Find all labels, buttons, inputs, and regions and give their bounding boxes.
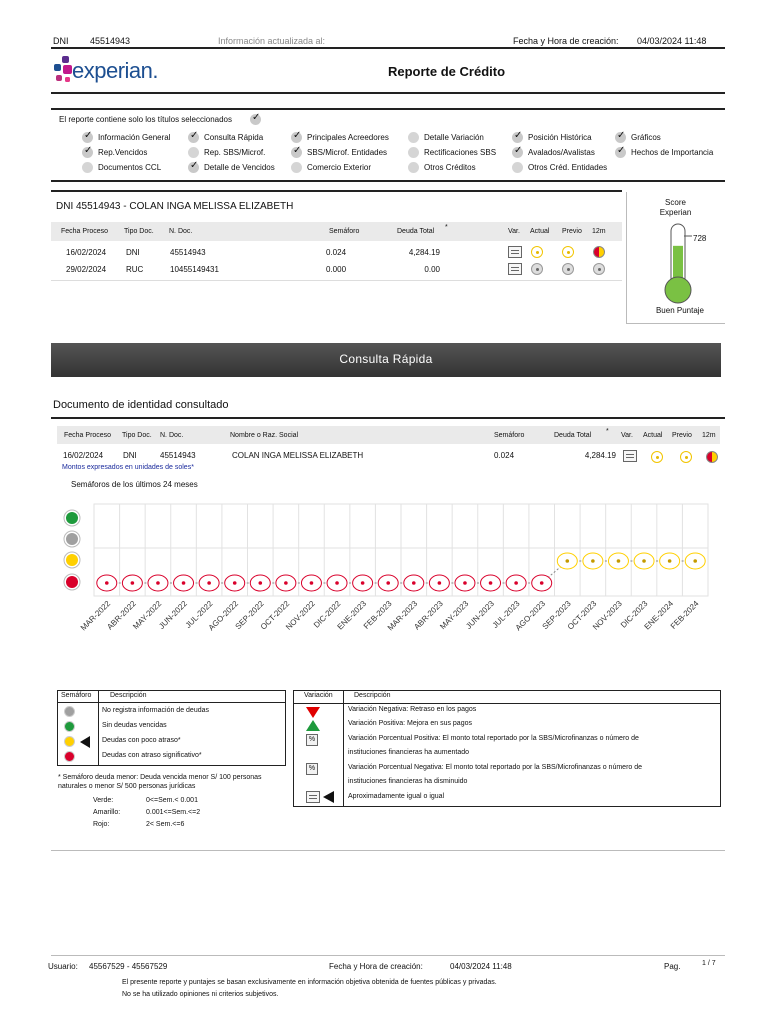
range-value: 2< Sem.<=6 (146, 821, 185, 828)
chart-point-center (335, 581, 339, 585)
chart-point-center (361, 581, 365, 585)
person-col-header: Actual (530, 228, 550, 235)
chart-point-center (284, 581, 288, 585)
green-up-triangle-icon (306, 720, 320, 731)
document-col-header: Tipo Doc. (122, 432, 152, 439)
checkbox-3-2[interactable] (408, 162, 419, 173)
semaforo-legend-dot-icon (64, 721, 75, 732)
variacion-legend-text: Variación Positiva: Mejora en sus pagos (348, 720, 472, 727)
chart-point-center (591, 559, 595, 563)
option-label: Otros Créditos (424, 163, 476, 172)
option-label: Posición Histórica (528, 133, 592, 142)
person-col-header: N. Doc. (169, 228, 193, 235)
document-variation-icon (623, 450, 637, 462)
document-actual-icon (651, 451, 663, 463)
person-table-divider (51, 280, 622, 281)
level-verde-dot (66, 512, 78, 524)
chart-tick-label: NOV-2022 (284, 599, 317, 632)
person-col-header: 12m (592, 228, 606, 235)
document-semaforo: 0.024 (494, 451, 515, 460)
chart-caption: Semáforos de los últimos 24 meses (71, 480, 198, 489)
chart-tick-label: SEP-2022 (233, 599, 266, 632)
semaforo-legend-text: Deudas con atraso significativo* (102, 752, 202, 759)
chart-tick-label: DIC-2023 (618, 599, 650, 630)
document-fecha: 16/02/2024 (63, 451, 104, 460)
semaforo-legend-dot-icon (64, 736, 75, 747)
option-label: Comercio Exterior (307, 163, 372, 172)
chart-point-center (233, 581, 237, 585)
score-label: Score (665, 198, 686, 207)
chart-tick-label: MAR-2023 (385, 599, 420, 633)
info-updated-label: Información actualizada al: (218, 36, 326, 46)
document-col-header: Fecha Proceso (64, 432, 112, 439)
chart-point-center (105, 581, 109, 585)
chart-tick-label: AGO-2022 (206, 599, 241, 633)
semaforo-legend-h2: Descripción (110, 692, 147, 699)
person-col-header: Previo (562, 228, 582, 235)
person-tipo: RUC (126, 265, 144, 274)
chart-tick-label: ABR-2023 (412, 599, 445, 632)
chart-point-center (617, 559, 621, 563)
chart-tick-label: ENE-2023 (335, 599, 369, 632)
checkbox-5-0[interactable] (615, 132, 626, 143)
checkbox-0-1[interactable] (82, 147, 93, 158)
twelve-month-icon (593, 246, 605, 258)
actual-gray-icon (531, 263, 543, 275)
chart-point-center (514, 581, 518, 585)
footer-user-value: 45567529 - 45567529 (89, 962, 168, 971)
checkbox-2-0[interactable] (291, 132, 302, 143)
person-semaforo: 0.024 (326, 248, 347, 257)
person-title: DNI 45514943 - COLAN INGA MELISSA ELIZABETH (56, 201, 294, 212)
range-label: Rojo: (93, 821, 110, 828)
person-col-header: Var. (508, 228, 520, 235)
variacion-legend-text: Variación Porcentual Negativa: El monto total reportado por la SBS/Microfinanzas o número de (348, 764, 643, 771)
person-semaforo: 0.000 (326, 265, 347, 274)
semaforo-footnote: * Semáforo deuda menor: Deuda vencida menor S/ 100 personas naturales o menor S/ 500 personas jurídicas (58, 774, 262, 790)
chart-point-center (412, 581, 416, 585)
chart-tick-label: FEB-2023 (361, 599, 394, 631)
person-deuda: 0.00 (424, 265, 440, 274)
equal-doc-icon (306, 791, 320, 803)
chart-point-center (258, 581, 262, 585)
document-col-header: Nombre o Raz. Social (230, 432, 299, 439)
person-col-header: Tipo Doc. (124, 228, 154, 235)
score-value: 728 (693, 234, 707, 243)
score-caption: Buen Puntaje (655, 306, 705, 315)
footer-page-value: 1 / 7 (702, 960, 716, 967)
option-label: Otros Créd. Entidades (528, 163, 608, 172)
person-col-header: Fecha Proceso (61, 228, 109, 235)
experian-logo: experian. (52, 54, 192, 88)
chart-point-center (540, 581, 544, 585)
actual-yellow-icon (531, 246, 543, 258)
checkbox-4-0[interactable] (512, 132, 523, 143)
report-title: Reporte de Crédito (388, 64, 506, 79)
previo-gray-icon (562, 263, 574, 275)
consulta-rapida-banner: Consulta Rápida (51, 343, 721, 377)
black-arrow-left-icon (323, 791, 334, 803)
document-col-header: Var. (621, 432, 633, 439)
dni-label: DNI (53, 36, 69, 46)
chart-point-center (565, 559, 569, 563)
document-title: Documento de identidad consultado (53, 399, 229, 411)
percent-up-icon: % (306, 734, 318, 746)
document-deuda: 4,284.19 (584, 451, 616, 460)
footer-created-value: 04/03/2024 11:48 (450, 962, 512, 971)
option-label: Rectificaciones SBS (424, 148, 497, 157)
variacion-legend-text: Variación Porcentual Positiva: El monto total reportado por la SBS/Microfinanzas o número de (348, 735, 639, 742)
option-label: SBS/Microf. Entidades (307, 148, 388, 157)
document-12m-icon (706, 451, 718, 463)
dni-value: 45514943 (90, 36, 131, 46)
checkbox-0-2[interactable] (82, 162, 93, 173)
checkbox-1-2[interactable] (188, 162, 199, 173)
option-label: Hechos de Importancia (631, 148, 714, 157)
variacion-legend-text: instituciones financieras ha aumentado (348, 749, 470, 756)
red-down-triangle-icon (306, 707, 320, 718)
option-label: Gráficos (631, 133, 661, 142)
chart-tick-label: FEB-2024 (668, 599, 701, 631)
created-label: Fecha y Hora de creación: (513, 36, 619, 46)
chart-point-center (463, 581, 467, 585)
percent-down-icon: % (306, 763, 318, 775)
range-label: Verde: (93, 797, 114, 804)
chart-tick-label: MAY-2022 (131, 599, 164, 632)
chart-point-center (182, 581, 186, 585)
chart-tick-label: AGO-2023 (513, 599, 548, 633)
chart-tick-label: JUN-2022 (157, 599, 189, 631)
person-tipo: DNI (126, 248, 140, 257)
option-label: Principales Acreedores (307, 133, 389, 142)
person-col-header: Deuda Total (397, 228, 435, 235)
semaforo-legend-h1: Semáforo (61, 692, 92, 699)
document-doc: 45514943 (160, 451, 196, 460)
option-label: Avalados/Avalistas (528, 148, 595, 157)
level-rojo-dot (66, 576, 78, 588)
semaforo-legend-dot-icon (64, 706, 75, 717)
person-fecha: 16/02/2024 (66, 248, 107, 257)
chart-tick-label: DIC-2022 (311, 599, 343, 630)
document-nombre: COLAN INGA MELISSA ELIZABETH (232, 451, 364, 460)
chart-point-center (693, 559, 697, 563)
checkbox-2-1[interactable] (291, 147, 302, 158)
score-label-experian: Experian (659, 208, 692, 217)
checkbox-4-2[interactable] (512, 162, 523, 173)
variacion-legend-h2: Descripción (354, 692, 391, 699)
footer-created-label: Fecha y Hora de creación: (329, 962, 423, 971)
range-value: 0<=Sem.< 0.001 (146, 797, 198, 804)
created-value: 04/03/2024 11:48 (637, 36, 707, 46)
previo-yellow-icon (562, 246, 574, 258)
chart-tick-label: MAY-2023 (438, 599, 471, 632)
chart-point-center (207, 581, 211, 585)
disclaimer-line-1: El presente reporte y puntajes se basan exclusivamente en información objetiva obtenida de fuentes públicas y privadas. (122, 979, 497, 986)
option-label: Consulta Rápida (204, 133, 264, 142)
chart-tick-label: JUL-2022 (183, 599, 215, 630)
checkbox-5-1[interactable] (615, 147, 626, 158)
chart-point-center (642, 559, 646, 563)
checkbox-4-1[interactable] (512, 147, 523, 158)
document-col-header: Deuda Total (554, 432, 592, 439)
semaforo-legend-text: Sin deudas vencidas (102, 722, 167, 729)
chart-tick-label: OCT-2022 (258, 599, 292, 632)
variacion-legend-text: Aproximadamente igual o igual (348, 793, 445, 800)
semaforo-chart (55, 500, 723, 660)
footer-page-label: Pag. (664, 962, 681, 971)
checkbox-3-0[interactable] (408, 132, 419, 143)
document-col-header: Previo (672, 432, 692, 439)
variacion-legend-text: Variación Negativa: Retraso en los pagos (348, 706, 477, 713)
variation-equal-icon (508, 246, 522, 258)
document-col-header: * (606, 428, 609, 435)
twelve-month-gray-icon (593, 263, 605, 275)
chart-point-center (438, 581, 442, 585)
semaforo-legend-dot-icon (64, 751, 75, 762)
range-value: 0.001<=Sem.<=2 (146, 809, 201, 816)
option-label: Documentos CCL (98, 163, 162, 172)
option-label: Detalle Variación (424, 133, 484, 142)
document-tipo: DNI (123, 451, 137, 460)
chart-point-center (131, 581, 135, 585)
checkbox-1-1[interactable] (188, 147, 199, 158)
option-label: Detalle de Vencidos (204, 163, 275, 172)
document-col-header: 12m (702, 432, 716, 439)
chart-tick-label: JUL-2023 (490, 599, 522, 630)
chart-tick-label: JUN-2023 (464, 599, 496, 631)
level-gris-dot (66, 533, 78, 545)
checkbox-3-1[interactable] (408, 147, 419, 158)
document-col-header: Semáforo (494, 432, 525, 439)
selection-check-icon (250, 114, 261, 125)
document-previo-icon (680, 451, 692, 463)
variacion-legend-h1: Variación (304, 692, 333, 699)
chart-tick-label: NOV-2023 (591, 599, 624, 632)
option-label: Información General (98, 133, 171, 142)
semaforo-legend-text: No registra información de deudas (102, 707, 210, 714)
variation-equal-icon (508, 263, 522, 275)
semaforo-legend-text: Deudas con poco atraso* (102, 737, 181, 744)
chart-point-center (668, 559, 672, 563)
document-col-header: Actual (643, 432, 663, 439)
chart-point-center (489, 581, 493, 585)
selection-intro: El reporte contiene solo los títulos seleccionados (59, 115, 232, 124)
person-col-header: * (445, 224, 448, 231)
person-doc: 10455149431 (170, 265, 219, 274)
person-deuda: 4,284.19 (408, 248, 440, 257)
range-label: Amarillo: (93, 809, 121, 816)
variacion-legend-text: instituciones financieras ha disminuido (348, 778, 468, 785)
option-label: Rep. SBS/Microf. (204, 148, 266, 157)
option-label: Rep.Vencidos (98, 148, 148, 157)
person-fecha: 29/02/2024 (66, 265, 107, 274)
amount-note: Montos expresados en unidades de soles* (62, 464, 194, 471)
chart-tick-label: SEP-2023 (540, 599, 573, 632)
level-amarillo-dot (66, 554, 78, 566)
chart-point-center (386, 581, 390, 585)
chart-tick-label: OCT-2023 (565, 599, 599, 632)
footer-user-label: Usuario: (48, 962, 78, 971)
checkbox-1-0[interactable] (188, 132, 199, 143)
black-arrow-left-icon (80, 736, 90, 748)
person-doc: 45514943 (170, 248, 206, 257)
chart-tick-label: MAR-2022 (78, 599, 113, 633)
chart-point-center (310, 581, 314, 585)
chart-tick-label: ENE-2024 (642, 599, 676, 632)
checkbox-0-0[interactable] (82, 132, 93, 143)
chart-tick-label: ABR-2022 (105, 599, 138, 632)
document-col-header: N. Doc. (160, 432, 184, 439)
person-col-header: Semáforo (329, 228, 360, 235)
checkbox-2-2[interactable] (291, 162, 302, 173)
disclaimer-line-2: No se ha utilizado opiniones ni criterios subjetivos. (122, 991, 279, 998)
chart-point-center (156, 581, 160, 585)
